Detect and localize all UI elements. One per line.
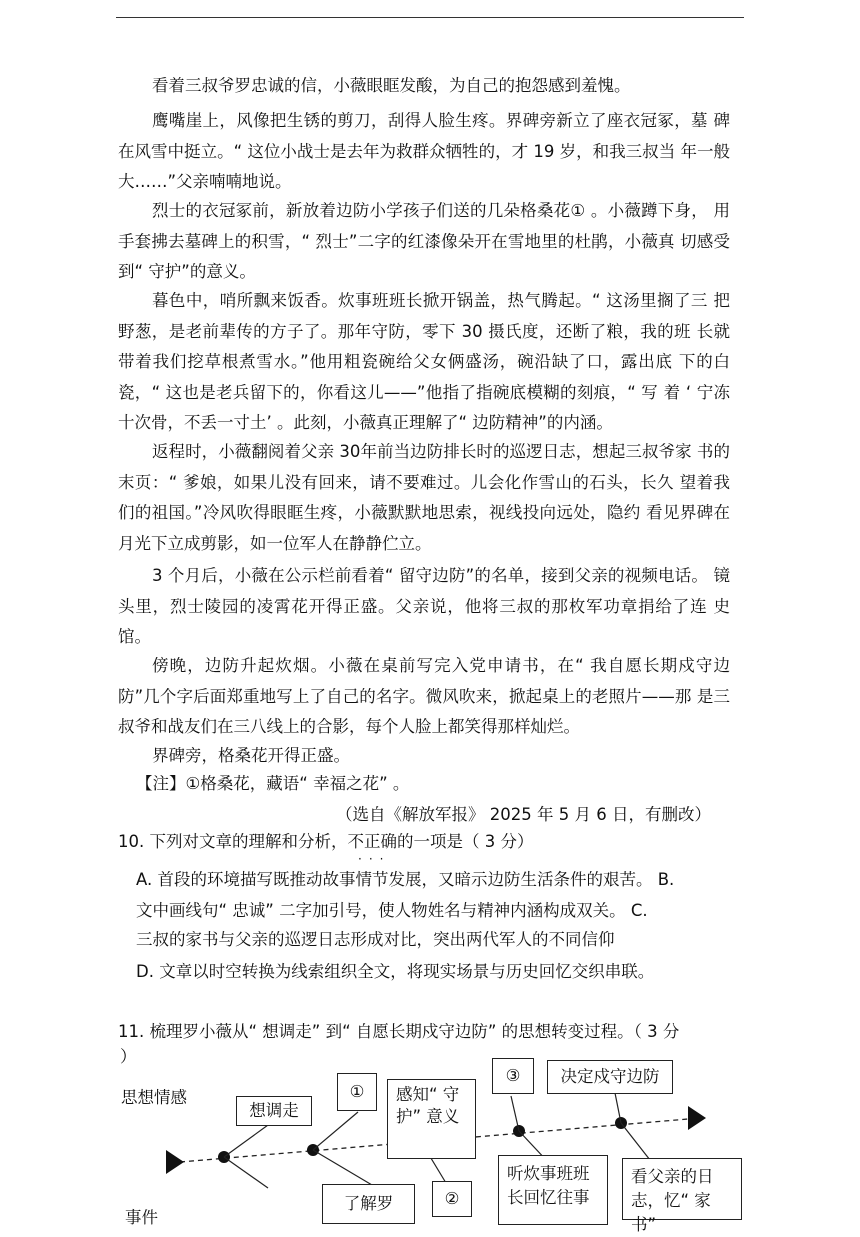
blank-box-1[interactable]: ① [337, 1073, 377, 1111]
diagram-label-feelings: 思想情感 [121, 1088, 187, 1107]
paragraph-1: 看着三叔爷罗忠诚的信，小薇眼眶发酸，为自己的抱怨感到羞愧。 [152, 76, 631, 95]
diagram-label-events: 事件 [125, 1208, 158, 1227]
blank-box-3[interactable]: ③ [492, 1058, 534, 1094]
paragraph-8: 界碑旁，格桑花开得正盛。 [152, 746, 350, 765]
question-10-option-d: D. 文章以时空转换为线索组织全文，将现实场景与历史回忆交织串联。 [136, 962, 655, 981]
paragraph-7: 傍晚，边防升起炊烟。小薇在桌前写完入党申请书，在“ 我自愿长期戍守边 防”几个字后面郑重地写上了自己的名字。微风吹来，掀起桌上的老照片——那 是三叔爷和战友们在三八线上的合影，每个人脸上都笑得那样灿烂。 [118, 656, 730, 736]
paragraph-3: 烈士的衣冠冢前，新放着边防小学孩子们送的几朵格桑花① 。小薇蹲下身， 用手套拂去墓碑上的积雪，“ 烈士”二字的红漆像朵开在雪地里的杜鹃，小薇真 切感受到“ 守护”的意义。 [118, 201, 730, 281]
question-10-option-c: 三叔的家书与父亲的巡逻日志形成对比，突出两代军人的不同信仰 [136, 930, 615, 949]
question-10-option-b: 文中画线句“ 忠诚” 二字加引号，使人物姓名与精神内涵构成双关。 C. [136, 901, 648, 920]
source-citation: （选自《解放军报》 2025 年 5 月 6 日，有删改） [336, 805, 711, 824]
question-10-option-a: A. 首段的环境描写既推动故事情节发展，又暗示边防生活条件的艰苦。 B. [136, 870, 675, 889]
box-decide-guard: 决定戍守边防 [547, 1060, 673, 1094]
timeline-start-triangle [166, 1150, 184, 1174]
box-cook-memory: 听炊事班班 长回忆往事 [498, 1155, 608, 1225]
question-11-stem: 11. 梳理罗小薇从“ 想调走” 到“ 自愿长期戍守边防” 的思想转变过程。（ 3 分 [118, 1022, 680, 1041]
timeline-end-arrow-icon [688, 1106, 706, 1130]
paragraph-5: 返程时，小薇翻阅着父亲 30年前当边防排长时的巡逻日志，想起三叔爷家 书的末页：“ 爹娘，如果儿没有回来，请不要难过。儿会化作雪山的石头，长久 望着我们的祖国。”冷风吹得眼眶生疼，小薇默默地思索，视线投向远处，隐约 看见界碑在月光下立成剪影，如一位军人在静静伫立。 [118, 442, 730, 553]
paragraph-2: 鹰嘴崖上，风像把生锈的剪刀，刮得人脸生疼。界碑旁新立了座衣冠冢，墓 碑在风雪中挺立。“ 这位小战士是去年为救群众牺牲的，才 19 岁，和我三叔当 年一般大……”父亲喃喃地说。 [118, 111, 730, 191]
question-11-stem-tail: ） [120, 1047, 137, 1066]
note: 【注】①格桑花，藏语“ 幸福之花” 。 [136, 774, 410, 793]
emphasis-dots: ··· [358, 852, 391, 866]
paragraph-6: 3 个月后，小薇在公示栏前看着“ 留守边防”的名单，接到父亲的视频电话。 镜头里，烈士陵园的凌霄花开得正盛。父亲说，他将三叔的那枚军功章捐给了连 史馆。 [118, 566, 730, 646]
paragraph-4: 暮色中，哨所飘来饭香。炊事班班长掀开锅盖，热气腾起。“ 这汤里搁了三 把野葱，是老前辈传的方子了。那年守防，零下 30 摄氏度，还断了粮，我的班 长就带着我们挖草根煮雪水。”他用粗瓷碗给父女俩盛汤，碗沿缺了口，露出底 下的白瓷，“ 这也是老兵留下的，你看这儿——”他指了指碗底模糊的刻痕，“ 写 着 ‘ 宁冻十次骨，不丢一寸土’ 。此刻，小薇真正理解了“ 边防精神”的内涵。 [118, 291, 730, 432]
blank-box-2[interactable]: ② [432, 1181, 472, 1217]
box-want-leave: 想调走 [236, 1096, 312, 1126]
box-feel-guard: 感知“ 守 护” 意义 [387, 1079, 476, 1159]
question-10-stem: 10. 下列对文章的理解和分析，不正确的一项是（ 3 分） [118, 832, 534, 851]
box-learn-luo: 了解罗 [322, 1184, 415, 1224]
box-father-diary: 看父亲的日 志，忆“ 家书” [622, 1158, 742, 1220]
